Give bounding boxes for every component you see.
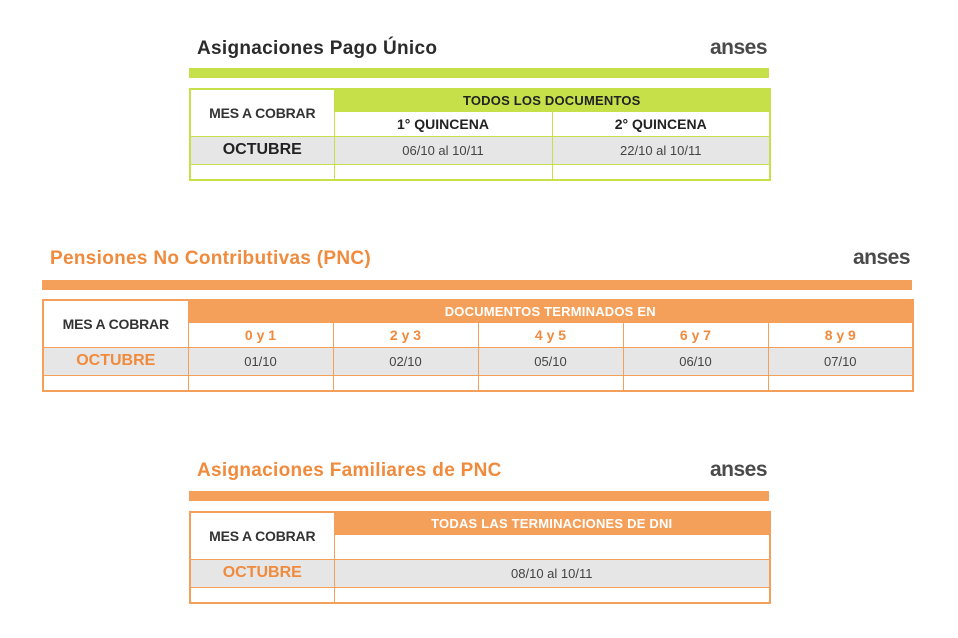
segunda-quincena-header: 2° QUINCENA	[552, 111, 770, 136]
pnc-section	[42, 246, 912, 396]
mes-value: OCTUBRE	[190, 559, 334, 587]
terminacion-8-9-date: 07/10	[768, 347, 913, 375]
table-spacer	[190, 164, 334, 180]
terminacion-0-1-header: 0 y 1	[188, 322, 333, 347]
table-spacer	[334, 164, 552, 180]
primera-quincena-date: 06/10 al 10/11	[334, 136, 552, 164]
primera-quincena-header: 1° QUINCENA	[334, 111, 552, 136]
pnc-title: Pensiones No Contributivas (PNC)	[50, 248, 372, 269]
anses-logo: anses	[852, 246, 910, 269]
familiares-pnc-section	[189, 458, 769, 608]
todas-terminaciones-header: TODAS LAS TERMINACIONES DE DNI	[334, 512, 770, 534]
anses-logo: anses	[709, 36, 767, 59]
pnc-divider	[42, 280, 912, 290]
terminacion-4-5-header: 4 y 5	[478, 322, 623, 347]
terminacion-4-5-date: 05/10	[478, 347, 623, 375]
segunda-quincena-date: 22/10 al 10/11	[552, 136, 770, 164]
table-spacer	[623, 375, 768, 391]
pago-unico-divider	[189, 68, 769, 78]
table-spacer	[552, 164, 770, 180]
table-spacer	[333, 375, 478, 391]
documentos-terminados-header: DOCUMENTOS TERMINADOS EN	[188, 300, 913, 322]
terminacion-6-7-date: 06/10	[623, 347, 768, 375]
table-spacer	[190, 587, 334, 603]
table-spacer	[768, 375, 913, 391]
todas-terminaciones-date: 08/10 al 10/11	[334, 559, 770, 587]
familiares-pnc-title: Asignaciones Familiares de PNC	[197, 460, 502, 481]
pnc-table	[42, 299, 914, 392]
todos-documentos-header: TODOS LOS DOCUMENTOS	[334, 89, 770, 111]
mes-value: OCTUBRE	[43, 347, 188, 375]
mes-a-cobrar-label: MES A COBRAR	[190, 89, 334, 136]
terminacion-2-3-date: 02/10	[333, 347, 478, 375]
terminacion-2-3-header: 2 y 3	[333, 322, 478, 347]
mes-a-cobrar-label: MES A COBRAR	[190, 512, 334, 559]
pago-unico-section	[189, 36, 769, 184]
terminacion-0-1-date: 01/10	[188, 347, 333, 375]
table-spacer	[188, 375, 333, 391]
table-spacer	[478, 375, 623, 391]
terminacion-8-9-header: 8 y 9	[768, 322, 913, 347]
terminacion-6-7-header: 6 y 7	[623, 322, 768, 347]
familiares-pnc-table	[189, 511, 771, 604]
mes-a-cobrar-label: MES A COBRAR	[43, 300, 188, 347]
table-spacer	[43, 375, 188, 391]
table-spacer	[334, 587, 770, 603]
mes-value: OCTUBRE	[190, 136, 334, 164]
familiares-pnc-divider	[189, 491, 769, 501]
pago-unico-table	[189, 88, 771, 181]
table-spacer	[334, 534, 770, 559]
anses-logo: anses	[709, 458, 767, 481]
pago-unico-title: Asignaciones Pago Único	[197, 38, 438, 59]
